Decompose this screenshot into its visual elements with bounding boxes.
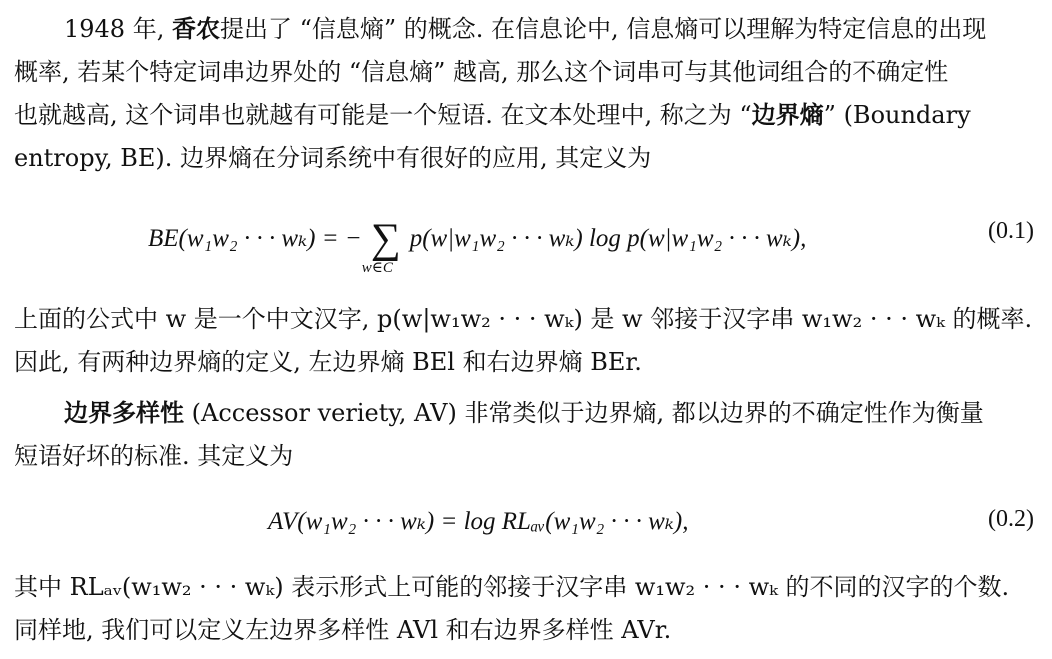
summation-subscript: w∈C: [361, 260, 393, 276]
text-line: 同样地, 我们可以定义左边界多样性 AVl 和右边界多样性 AVr.: [14, 616, 672, 644]
text-span: (Accessor veriety, AV) 非常类似于边界熵, 都以边界的不确定性作为衡量: [184, 399, 984, 427]
bold-term-accessor-variety: 边界多样性: [64, 399, 184, 427]
bold-term-boundary-entropy: 边界熵: [751, 101, 824, 129]
text-line: [14, 94, 1034, 137]
text-line: 上面的公式中 w 是一个中文汉字, p(w|w₁w₂ · · · wₖ) 是 w 邻接于汉字串 w₁w₂ · · · wₖ 的概率.: [14, 305, 1033, 333]
paragraph-boundary-entropy-intro: [14, 8, 1034, 180]
paragraph-formula-explanation: [14, 298, 1034, 384]
equation-body: AV(w₁w₂ · · · wₖ) = log RLₐᵥ(w₁w₂ · · · wₖ),: [268, 508, 689, 535]
equation-number: (0.2): [988, 506, 1034, 532]
text-line: entropy, BE). 边界熵在分词系统中有很好的应用, 其定义为: [14, 144, 652, 172]
text-span: 也就越高, 这个词串也就越有可能是一个短语. 在文本处理中, 称之为 “: [14, 101, 752, 129]
text-line: 概率, 若某个特定词串边界处的 “信息熵” 越高, 那么这个词串可与其他词组合的不确定性: [14, 58, 949, 86]
text-span: 1948 年,: [64, 15, 172, 43]
text-line: [14, 8, 1034, 51]
bold-term-shannon: 香农: [171, 15, 220, 43]
equation-rhs: p(w|w₁w₂ · · · wₖ) log p(w|w₁w₂ · · · wₖ),: [409, 225, 807, 252]
text-span: ” (Boundary: [823, 101, 971, 129]
equation-lhs: BE(w₁w₂ · · · wₖ) = −: [148, 225, 362, 252]
summation-symbol: ∑ w∈C: [361, 216, 401, 276]
equation-0-1: [0, 208, 1052, 278]
equation-number: (0.1): [988, 218, 1034, 244]
equation-0-2: [0, 502, 1052, 542]
text-line: 其中 RLₐᵥ(w₁w₂ · · · wₖ) 表示形式上可能的邻接于汉字串 w₁w₂ · · · wₖ 的不同的汉字的个数.: [14, 573, 1010, 601]
text-line: [14, 392, 1034, 435]
text-span: 提出了 “信息熵” 的概念. 在信息论中, 信息熵可以理解为特定信息的出现: [219, 15, 987, 43]
equation-body: [148, 212, 807, 276]
paragraph-accessor-variety: [14, 392, 1034, 478]
paragraph-rl-definition: [14, 566, 1034, 652]
text-line: 因此, 有两种边界熵的定义, 左边界熵 BEl 和右边界熵 BEr.: [14, 348, 642, 376]
text-line: 短语好坏的标准. 其定义为: [14, 442, 294, 470]
